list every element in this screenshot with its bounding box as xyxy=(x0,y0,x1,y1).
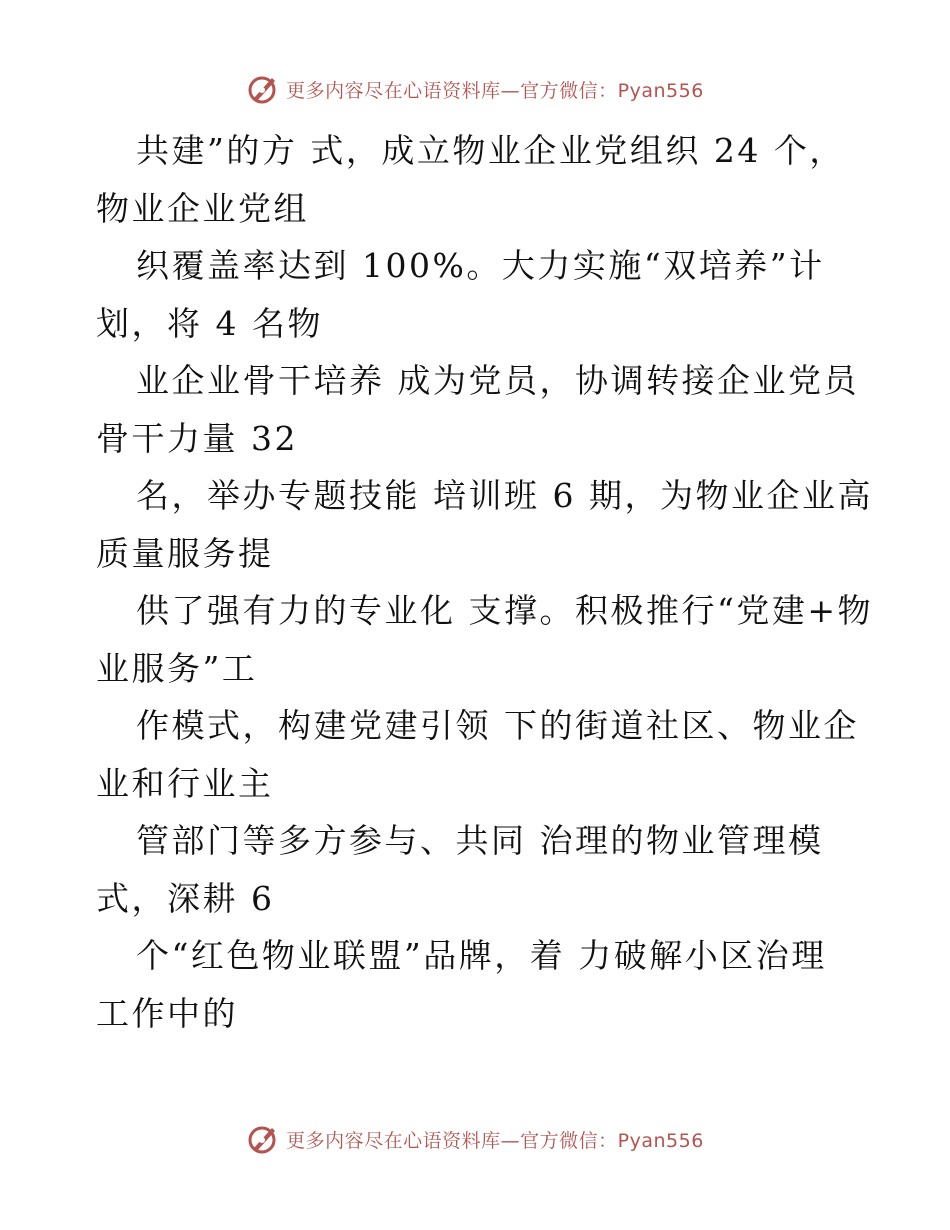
text-line: 共建”的方 式，成立物业企业党组织 24 个， xyxy=(136,131,845,170)
text-line: 划，将 4 名物 xyxy=(96,303,323,343)
text-line: 业企业骨干培养 成为党员，协调转接企业党员 xyxy=(136,361,859,400)
text-line: 骨干力量 32 xyxy=(96,418,298,458)
text-line: 工作中的 xyxy=(96,993,238,1033)
footer-watermark-banner xyxy=(0,1122,950,1156)
text-line: 物业企业党组 xyxy=(96,188,309,228)
text-line: 作模式，构建党建引领 下的街道社区、物业企 xyxy=(136,706,859,745)
document-body xyxy=(96,122,876,1042)
pen-logo-icon xyxy=(246,72,280,106)
pen-logo-icon xyxy=(246,1122,280,1156)
footer-watermark-text: 更多内容尽在心语资料库—官方微信：Pyan556 xyxy=(286,1129,704,1152)
header-watermark-banner xyxy=(0,72,950,106)
text-line: 质量服务提 xyxy=(96,533,274,573)
header-watermark-text: 更多内容尽在心语资料库—官方微信：Pyan556 xyxy=(286,79,704,102)
text-line: 式，深耕 6 xyxy=(96,878,275,918)
text-line: 织覆盖率达到 100%。大力实施“双培养”计 xyxy=(136,246,825,285)
text-line: 个“红色物业联盟”品牌，着 力破解小区治理 xyxy=(136,936,827,975)
text-line: 业和行业主 xyxy=(96,763,274,803)
text-line: 管部门等多方参与、共同 治理的物业管理模 xyxy=(136,821,824,860)
text-line: 业服务”工 xyxy=(96,648,258,688)
text-line: 供了强有力的专业化 支撑。积极推行“党建+物 xyxy=(136,591,874,630)
text-line: 名，举办专题技能 培训班 6 期，为物业企业高 xyxy=(136,476,873,515)
